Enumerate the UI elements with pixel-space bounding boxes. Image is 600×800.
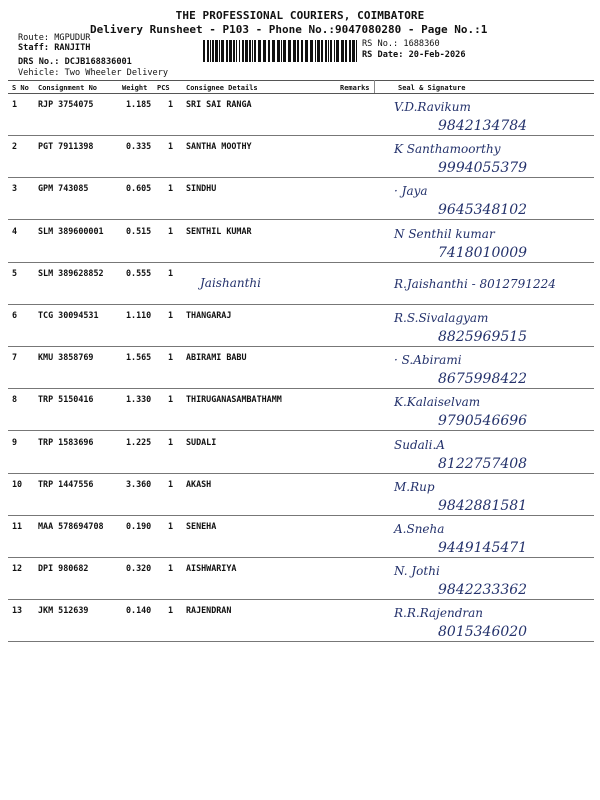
sno-cell: 8 (12, 394, 18, 405)
signature-image (380, 305, 594, 351)
signature-phone: 9994055379 (438, 160, 528, 177)
pcs-cell: 1 (168, 563, 174, 574)
consignee-cell: THANGARAJ (186, 310, 232, 320)
col-consignment: Consignment No (38, 84, 98, 92)
signature-box (380, 347, 594, 389)
sno-cell: 9 (12, 436, 18, 447)
pcs-cell: 1 (168, 267, 174, 278)
sno-cell: 10 (12, 478, 23, 489)
table-row (8, 516, 594, 558)
runsheet-title: Delivery Runsheet - P103 - Phone No.:9047080280 - Page No.:1 (90, 23, 488, 36)
handwritten-remark (198, 267, 308, 297)
signature-phone: 8122757408 (438, 455, 528, 472)
staff-info (18, 43, 90, 53)
drs-info (18, 57, 132, 67)
pcs-cell: 1 (168, 478, 174, 489)
vehicle-value: Two Wheeler Delivery (64, 68, 169, 78)
pcs-cell: 1 (168, 605, 174, 616)
company-name: THE PROFESSIONAL COURIERS, COIMBATORE (175, 9, 425, 22)
signature-box (380, 389, 594, 431)
consignee-cell: SENEHA (186, 521, 217, 531)
weight-cell: 0.140 (126, 605, 152, 616)
signature-phone: 8825969515 (438, 329, 528, 345)
vehicle-info (18, 68, 168, 78)
signature-image (380, 432, 594, 478)
pcs-cell: 1 (168, 225, 174, 236)
consignment-cell: JKM 512639 (38, 605, 89, 616)
route-info (18, 33, 90, 43)
signature-box (380, 558, 594, 600)
weight-cell: 0.515 (126, 225, 152, 236)
consignment-cell: GPM 743085 (38, 183, 89, 194)
table-row (8, 263, 594, 305)
signature-box (380, 432, 594, 474)
signature-box (380, 516, 594, 558)
weight-cell: 0.320 (126, 563, 152, 574)
pcs-cell: 1 (168, 352, 174, 363)
signature-name: K Santhamoorthy (394, 142, 501, 157)
consignment-cell: RJP 3754075 (38, 99, 94, 109)
route-value: MGPUDUR (54, 33, 91, 43)
pcs-cell: 1 (168, 521, 174, 531)
weight-cell: 1.185 (126, 99, 152, 109)
remark-text: Jaishanthi (200, 275, 261, 290)
table-row (8, 558, 594, 600)
signature-name: V.D.Ravikum (394, 100, 471, 114)
consignee-cell: SUDALI (186, 436, 217, 447)
signature-image (380, 221, 594, 267)
consignment-cell: SLM 389600001 (38, 225, 104, 236)
signature-image (380, 347, 594, 393)
col-consignee: Consignee Details (186, 84, 258, 92)
consignment-cell: KMU 3858769 (38, 352, 94, 363)
table-row (8, 178, 594, 220)
signature-box (380, 94, 594, 136)
signature-image (380, 136, 594, 182)
pcs-cell: 1 (168, 394, 174, 405)
weight-cell: 0.335 (126, 141, 152, 152)
consignment-cell: DPI 980682 (38, 563, 89, 574)
col-pcs: PCS (157, 84, 170, 92)
signature-box (380, 136, 594, 178)
signature-phone: 9645348102 (438, 202, 528, 219)
table-row (8, 136, 594, 178)
weight-cell: 1.110 (126, 310, 152, 320)
signature-phone: 9790546696 (438, 413, 528, 430)
signature-phone: 9842881581 (438, 497, 528, 514)
rs-no-label: RS No.: (362, 39, 399, 49)
weight-cell: 0.605 (126, 183, 152, 194)
signature-name: R.Jaishanthi - 8012791224 (394, 276, 556, 291)
sno-cell: 4 (12, 225, 18, 236)
table-row (8, 600, 594, 642)
staff-value: RANJITH (54, 43, 91, 53)
consignee-cell: ABIRAMI BABU (186, 352, 247, 363)
signature-box (380, 305, 594, 347)
consignee-cell: SANTHA MOOTHY (186, 141, 252, 152)
pcs-cell: 1 (168, 436, 174, 447)
signature-image (380, 178, 594, 224)
col-remarks: Remarks (340, 84, 370, 92)
col-sno: S No (12, 84, 29, 92)
sno-cell: 13 (12, 605, 23, 616)
drs-value: DCJB168836001 (64, 57, 132, 67)
consignment-cell: TRP 1583696 (38, 436, 94, 447)
signature-phone: 9449145471 (438, 540, 528, 556)
rs-no-value: 1688360 (403, 39, 440, 49)
pcs-cell: 1 (168, 141, 174, 152)
rs-date (362, 50, 466, 60)
sno-cell: 1 (12, 99, 18, 109)
signature-name: N. Jothi (394, 564, 440, 579)
signature-image (380, 600, 594, 646)
signature-name: K.Kalaiselvam (394, 395, 481, 410)
pcs-cell: 1 (168, 183, 174, 194)
consignee-cell: RAJENDRAN (186, 605, 232, 616)
vehicle-label: Vehicle: (18, 68, 60, 78)
signature-image (380, 474, 594, 520)
signature-phone: 7418010009 (438, 244, 528, 261)
consignee-cell: SENTHIL KUMAR (186, 225, 252, 236)
sno-cell: 11 (12, 521, 23, 531)
signature-box (380, 221, 594, 263)
rs-number (362, 39, 440, 49)
signature-phone: 8015346020 (438, 624, 528, 641)
rs-date-label: RS Date: (362, 50, 404, 60)
sno-cell: 7 (12, 352, 18, 363)
weight-cell: 0.555 (126, 267, 152, 278)
consignment-cell: SLM 389628852 (38, 267, 104, 278)
sno-cell: 6 (12, 310, 18, 320)
header-divider (374, 80, 375, 93)
consignee-cell: THIRUGANASAMBATHAMM (186, 394, 282, 405)
signature-image (380, 389, 594, 435)
signature-phone: 8675998422 (438, 371, 528, 388)
consignee-cell: AISHWARIYA (186, 563, 237, 574)
table-row (8, 347, 594, 389)
signature-image (380, 94, 594, 140)
col-weight: Weight (122, 84, 148, 92)
pcs-cell: 1 (168, 99, 174, 109)
consignee-cell: SINDHU (186, 183, 217, 194)
sno-cell: 5 (12, 267, 18, 278)
drs-label: DRS No.: (18, 57, 60, 67)
consignee-cell: AKASH (186, 478, 212, 489)
signature-phone: 9842134784 (438, 118, 528, 134)
signature-name: R.S.Sivalagyam (394, 311, 489, 325)
weight-cell: 1.330 (126, 394, 152, 405)
signature-name: A.Sneha (394, 522, 445, 536)
consignment-cell: MAA 578694708 (38, 521, 104, 531)
sno-cell: 12 (12, 563, 23, 574)
signature-box (380, 600, 594, 642)
signature-name: Sudali.A (394, 437, 445, 452)
signature-box (380, 263, 594, 305)
signature-name: · Jaya (394, 184, 428, 199)
row-rule (8, 641, 594, 642)
table-row (8, 474, 594, 516)
table-row (8, 432, 594, 474)
signature-image (380, 516, 594, 562)
route-label: Route: (18, 33, 50, 43)
signature-image (380, 263, 594, 309)
signature-box (380, 474, 594, 516)
table-row (8, 389, 594, 431)
signature-name: · S.Abirami (394, 353, 462, 368)
consignment-cell: TRP 5150416 (38, 394, 94, 405)
signature-name: R.R.Rajendran (394, 606, 484, 621)
signature-box (380, 178, 594, 220)
weight-cell: 1.565 (126, 352, 152, 363)
table-row (8, 305, 594, 347)
signature-name: M.Rup (394, 479, 435, 494)
rs-date-value: 20-Feb-2026 (408, 50, 466, 60)
consignment-cell: TCG 30094531 (38, 310, 99, 320)
consignment-cell: TRP 1447556 (38, 478, 94, 489)
pcs-cell: 1 (168, 310, 174, 320)
barcode-icon (203, 40, 357, 62)
header-rule-top (8, 80, 594, 81)
weight-cell: 3.360 (126, 478, 152, 489)
col-seal: Seal & Signature (398, 84, 466, 92)
sno-cell: 3 (12, 183, 18, 194)
consignment-cell: PGT 7911398 (38, 141, 94, 152)
consignee-cell: SRI SAI RANGA (186, 99, 252, 109)
staff-label: Staff: (18, 43, 50, 53)
table-row (8, 94, 594, 136)
weight-cell: 1.225 (126, 436, 152, 447)
signature-phone: 9842233362 (438, 582, 528, 599)
sno-cell: 2 (12, 141, 18, 152)
signature-image (380, 558, 594, 604)
table-row (8, 221, 594, 263)
signature-name: N Senthil kumar (394, 226, 495, 241)
weight-cell: 0.190 (126, 521, 152, 531)
